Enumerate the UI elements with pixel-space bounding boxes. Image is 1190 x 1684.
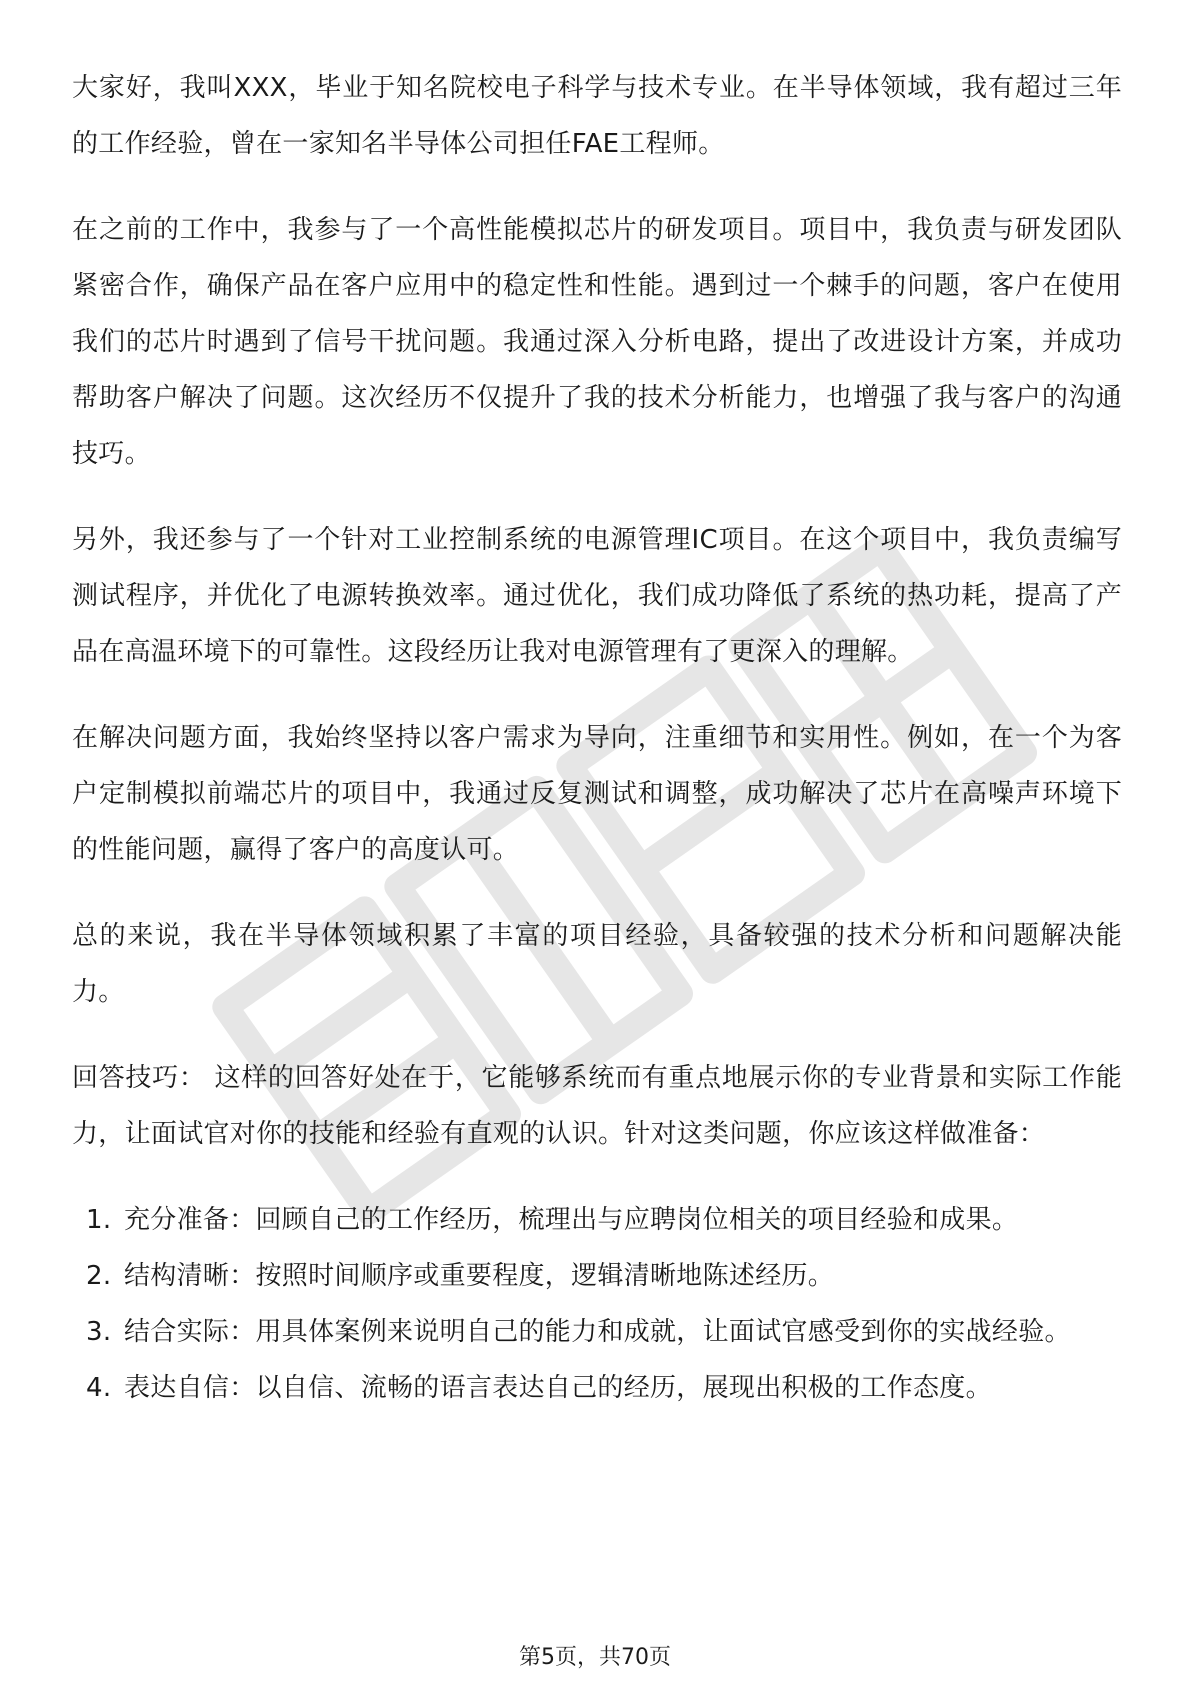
paragraph-intro: 大家好，我叫XXX，毕业于知名院校电子科学与技术专业。在半导体领域，我有超过三年的工作经验，曾在一家知名半导体公司担任FAE工程师。 — [72, 73, 1122, 159]
list-item — [72, 1304, 1122, 1360]
list-item-text: 结构清晰：按照时间顺序或重要程度，逻辑清晰地陈述经历。 — [124, 1261, 835, 1291]
paragraph-answer-tips: 回答技巧： 这样的回答好处在于，它能够系统而有重点地展示你的专业背景和实际工作能力，让面试官对你的技能和经验有直观的认识。针对这类问题，你应该这样做准备： — [72, 1063, 1122, 1149]
paragraph-power-ic-project: 另外，我还参与了一个针对工业控制系统的电源管理IC项目。在这个项目中，我负责编写测试程序，并优化了电源转换效率。通过优化，我们成功降低了系统的热功耗，提高了产品在高温环境下的可靠性。这段经历让我对电源管理有了更深入的理解。 — [72, 525, 1122, 667]
paragraph-analog-chip-project: 在之前的工作中，我参与了一个高性能模拟芯片的研发项目。项目中，我负责与研发团队紧密合作，确保产品在客户应用中的稳定性和性能。遇到过一个棘手的问题，客户在使用我们的芯片时遇到了信号干扰问题。我通过深入分析电路，提出了改进设计方案，并成功帮助客户解决了问题。这次经历不仅提升了我的技术分析能力，也增强了我与客户的沟通技巧。 — [72, 215, 1122, 469]
list-item-text: 表达自信：以自信、流畅的语言表达自己的经历，展现出积极的工作态度。 — [124, 1373, 992, 1403]
list-item-number: 2. — [86, 1261, 112, 1291]
paragraph-summary: 总的来说，我在半导体领域积累了丰富的项目经验，具备较强的技术分析和问题解决能力。 — [72, 921, 1122, 1007]
list-item — [72, 1192, 1122, 1248]
list-item-number: 3. — [86, 1317, 112, 1347]
list-item-number: 1. — [86, 1205, 112, 1235]
list-item-number: 4. — [86, 1373, 112, 1403]
list-item — [72, 1360, 1122, 1416]
list-item-text: 结合实际：用具体案例来说明自己的能力和成就，让面试官感受到你的实战经验。 — [124, 1317, 1071, 1347]
list-item — [72, 1248, 1122, 1304]
document-body — [72, 60, 1122, 1416]
page-number-footer: 第5页，共70页 — [519, 1645, 671, 1670]
list-item-text: 充分准备：回顾自己的工作经历，梳理出与应聘岗位相关的项目经验和成果。 — [124, 1205, 1019, 1235]
tips-list — [72, 1192, 1122, 1416]
paragraph-problem-solving: 在解决问题方面，我始终坚持以客户需求为导向，注重细节和实用性。例如，在一个为客户定制模拟前端芯片的项目中，我通过反复测试和调整，成功解决了芯片在高噪声环境下的性能问题，赢得了客户的高度认可。 — [72, 723, 1122, 865]
